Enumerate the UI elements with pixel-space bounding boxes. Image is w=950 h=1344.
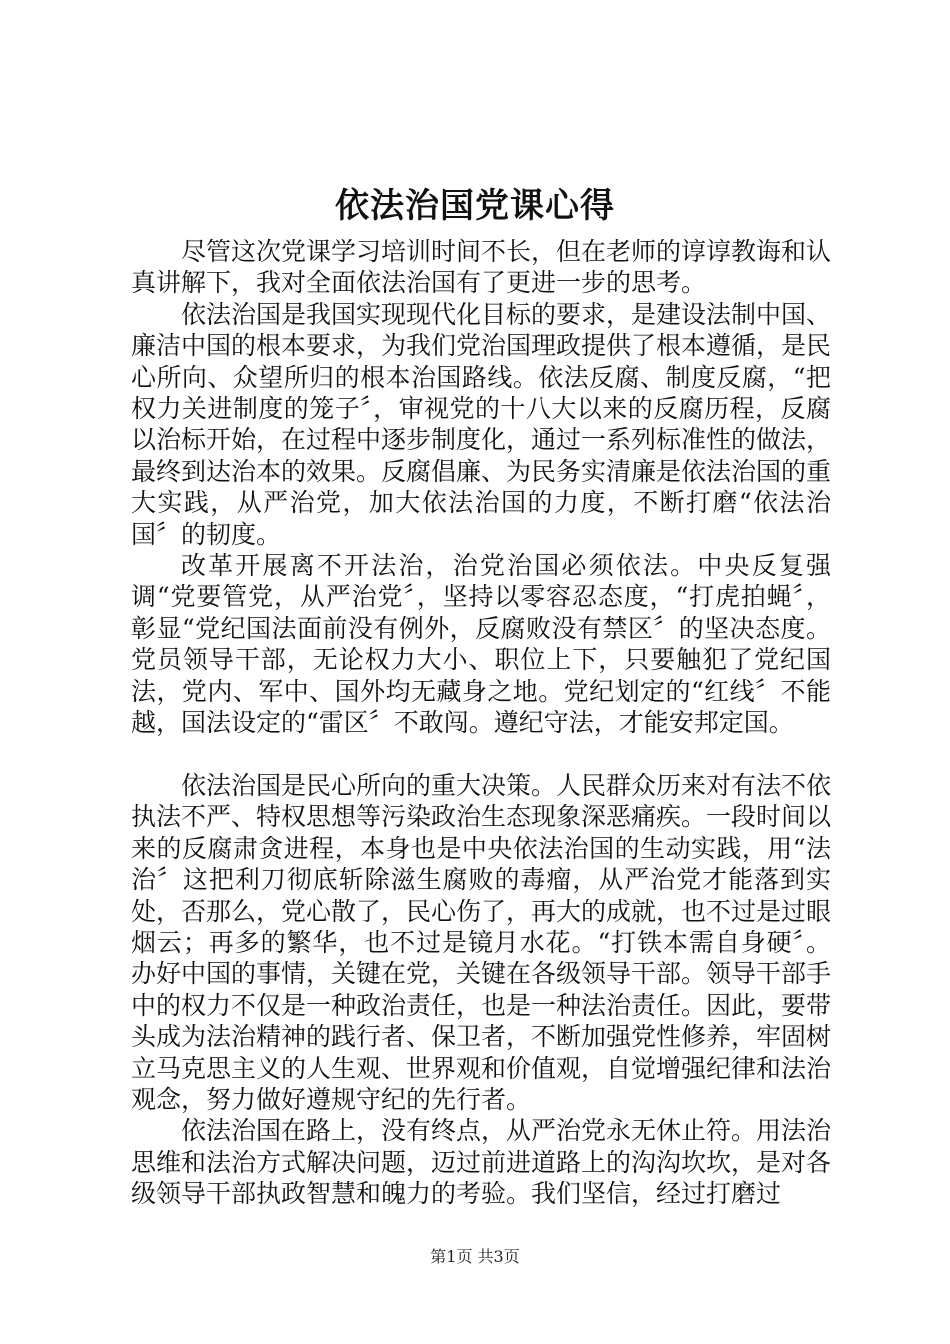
paragraph-modernization: 依法治国是我国实现现代化目标的要求，是建设法制中国、廉洁中国的根本要求，为我们党治国理政提供了根本遵循，是民心所向、众望所归的根本治国路线。依法反腐、制度反腐，“把权力关进制度的笼子〞，审视党的十八大以来的反腐历程，反腐以治标开始，在过程中逐步制度化，通过一系列标准性的做法，最终到达治本的效果。反腐倡廉、为民务实清廉是依法治国的重大实践，从严治党，加大依法治国的力度，不断打磨“依法治国〞的韧度。 — [131, 299, 832, 549]
paragraph-reform: 改革开展离不开法治，治党治国必须依法。中央反复强调“党要管党，从严治党〞，坚持以零容忍态度，“打虎拍蝇〞，彰显“党纪国法面前没有例外，反腐败没有禁区〞的坚决态度。党员领导干部，无论权力大小、职位上下，只要触犯了党纪国法，党内、军中、国外均无藏身之地。党纪划定的“红线〞不能越，国法设定的“雷区〞不敢闯。遵纪守法，才能安邦定国。 — [131, 551, 831, 738]
paragraph-public-will: 依法治国是民心所向的重大决策。人民群众历来对有法不依执法不严、特权思想等污染政治生态现象深恶痛疾。一段时间以来的反腐肃贪进程，本身也是中央依法治国的生动实践，用“法治〞这把利刀彻底斩除滋生腐败的毒瘤，从严治党才能落到实处，否那么，党心散了，民心伤了，再大的成就，也不过是过眼烟云；再多的繁华，也不过是镜月水花。“打铁本需自身硬〞。办好中国的事情，关键在党，关键在各级领导干部。领导干部手中的权力不仅是一种政治责任，也是一种法治责任。因此，要带头成为法治精神的践行者、保卫者，不断加强党性修养，牢固树立马克思主义的人生观、世界观和价值观，自觉增强纪律和法治观念，努力做好遵规守纪的先行者。 — [131, 770, 832, 1114]
document-title: 依法治国党课心得 — [335, 186, 615, 226]
paragraph-on-the-road: 依法治国在路上，没有终点，从严治党永无休止符。用法治思维和法治方式解决问题，迈过前进道路上的沟沟坎坎，是对各级领导干部执政智慧和魄力的考验。我们坚信，经过打磨过 — [131, 1116, 832, 1209]
document-body — [131, 236, 831, 1210]
page-footer: 第1页 共3页 — [430, 1247, 520, 1266]
paragraph-spacer — [131, 739, 831, 770]
paragraph-intro: 尽管这次党课学习培训时间不长，但在老师的谆谆教诲和认真讲解下，我对全面依法治国有了更进一步的思考。 — [131, 237, 832, 298]
